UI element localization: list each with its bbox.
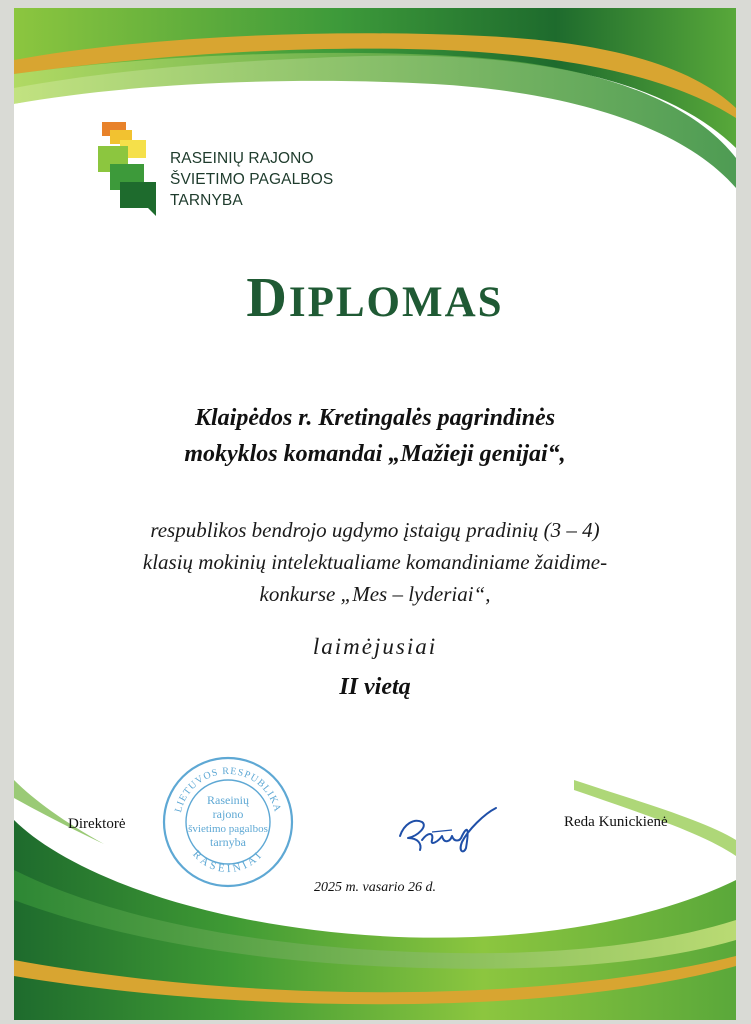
diploma-sheet xyxy=(14,8,736,1020)
organization-name-line: ŠVIETIMO PAGALBOS xyxy=(170,171,334,188)
organization-name-line: TARNYBA xyxy=(170,192,243,209)
recipient-line: Klaipėdos r. Kretingalės pagrindinės xyxy=(194,405,556,431)
won-label: laimėjusiai xyxy=(312,634,438,659)
speech-bubbles-logo-icon xyxy=(98,120,164,220)
recipient-block xyxy=(54,400,696,472)
contest-line: respublikos bendrojo ugdymo įstaigų pradinių (3 – 4) xyxy=(150,518,600,542)
recipient-line: mokyklos komandai „Mažieji genijai“, xyxy=(184,441,566,467)
stamp-inner-line: Raseinių xyxy=(207,793,249,807)
contest-description xyxy=(54,514,696,610)
official-stamp xyxy=(158,752,298,892)
director-title: Direktorė xyxy=(68,816,126,832)
issue-date: 2025 m. vasario 26 d. xyxy=(313,880,437,895)
stamp-outer-bottom: RASEINIAI xyxy=(190,848,266,876)
organization-name-line: RASEINIŲ RAJONO xyxy=(170,150,314,167)
svg-text:RASEINIAI xyxy=(190,848,266,875)
director-name: Reda Kunickienė xyxy=(564,814,668,830)
title-rest: IPLOMAS xyxy=(288,279,504,326)
stamp-inner-line: tarnyba xyxy=(210,835,246,849)
organization-logo xyxy=(98,120,378,230)
stamp-inner-line: švietimo pagalbos xyxy=(188,823,268,835)
place-awarded: II vietą xyxy=(339,674,411,700)
title-initial: D xyxy=(246,267,289,329)
diploma-title xyxy=(14,266,736,330)
organization-name xyxy=(170,148,333,211)
stamp-inner-line: rajono xyxy=(212,807,244,821)
stamp-outer-top: LIETUVOS RESPUBLIKA xyxy=(173,765,283,814)
contest-line: klasių mokinių intelektualiame komandiniame žaidime- xyxy=(142,550,608,574)
handwritten-signature xyxy=(392,802,502,858)
contest-line: konkurse „Mes – lyderiai“, xyxy=(259,582,491,606)
